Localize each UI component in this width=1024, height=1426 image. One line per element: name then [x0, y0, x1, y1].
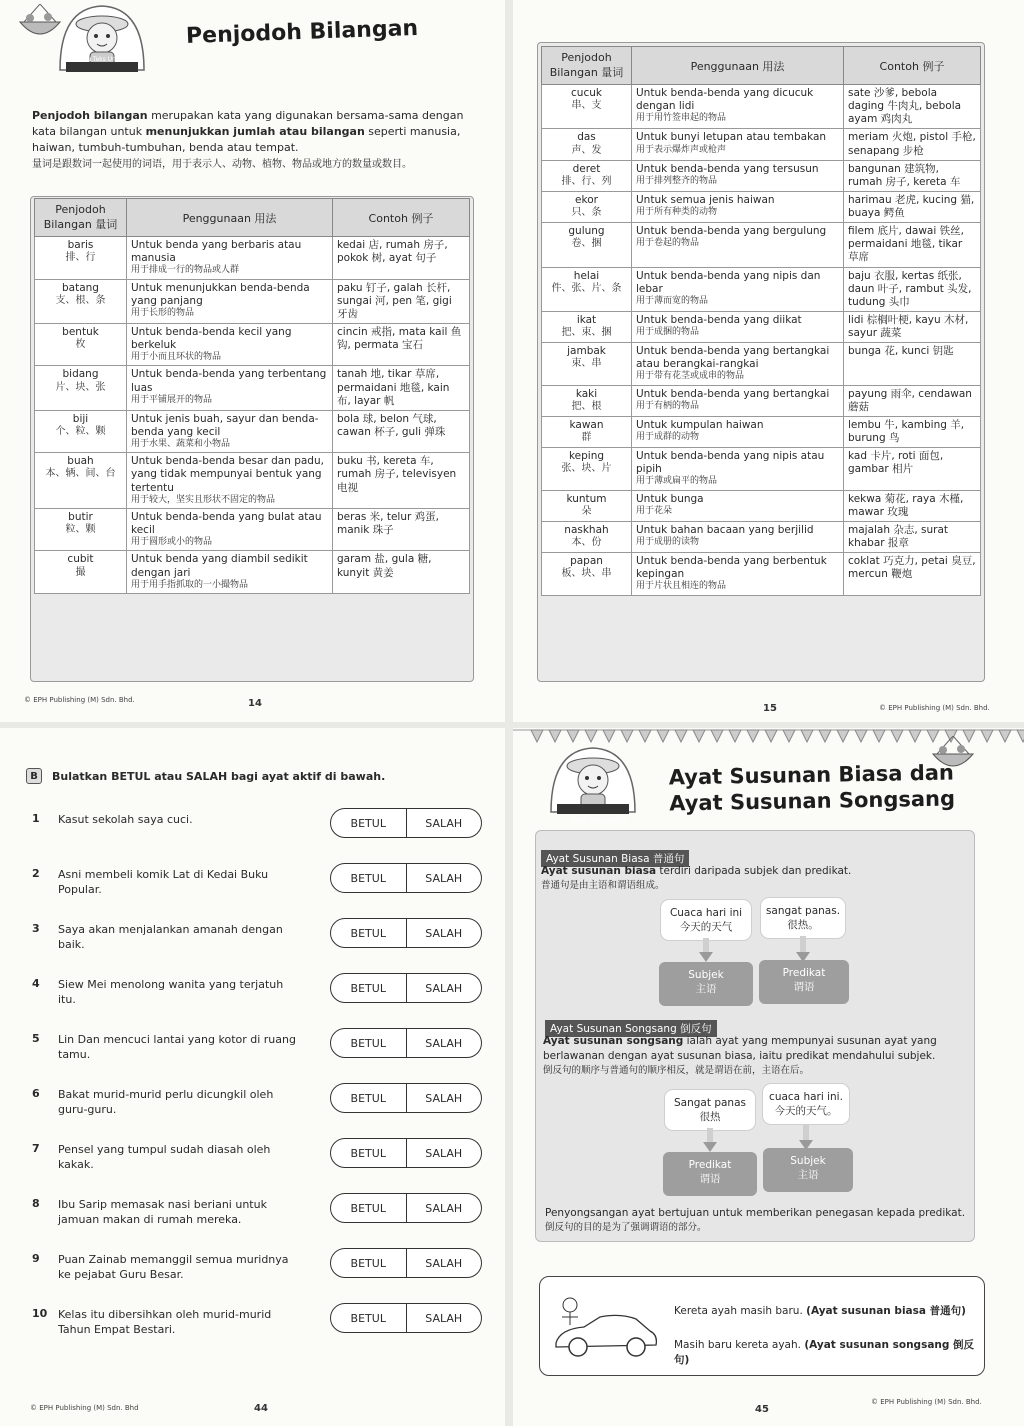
table-row — [542, 191, 981, 222]
penggunaan-cell: Untuk benda-benda yang tersusun 用于排列整齐的物品 — [632, 160, 844, 191]
table-row — [35, 551, 470, 594]
penjodoh-cell: ekor 只、条 — [542, 191, 632, 222]
example-sentence-1: Kereta ayah masih baru. (Ayat susunan biasa 普通句) — [674, 1305, 966, 1317]
table-row — [35, 508, 470, 551]
question-number: 5 — [32, 1032, 40, 1045]
col-header-contoh: Contoh 例子 — [844, 47, 981, 85]
question-text: Bakat murid-murid perlu dicungkil oleh guru-guru. — [58, 1088, 274, 1117]
penjodoh-cell: helai 件、张、片、条 — [542, 267, 632, 311]
question-number: 3 — [32, 922, 40, 935]
penjodoh-cell: ikat 把、束、捆 — [542, 311, 632, 342]
question-number: 10 — [32, 1307, 48, 1320]
question-number: 4 — [32, 977, 40, 990]
example-sentence-2: Masih baru kereta ayah. (Ayat susunan songsang 倒反句) — [674, 1339, 975, 1366]
page-title: Penjodoh Bilangan — [185, 15, 419, 50]
answer-choice — [330, 863, 482, 893]
salah-option[interactable]: SALAH — [425, 1036, 463, 1050]
salah-option[interactable]: SALAH — [425, 926, 463, 940]
predikat-box: Predikat 谓语 — [663, 1152, 757, 1196]
predikat-box: Predikat 谓语 — [759, 960, 849, 1004]
salah-option[interactable]: SALAH — [425, 981, 463, 995]
contoh-cell: kekwa 菊花, raya 木槿, mawar 玫瑰 — [844, 490, 981, 521]
salah-option[interactable]: SALAH — [425, 1256, 463, 1270]
answer-choice — [330, 918, 482, 948]
penjodoh-cell: deret 排、行、列 — [542, 160, 632, 191]
question-number: 6 — [32, 1087, 40, 1100]
contoh-cell: payung 雨伞, cendawan 蘑菇 — [844, 385, 981, 416]
penjodoh-table-2 — [541, 46, 981, 596]
penjodoh-cell: cubit 撮 — [35, 551, 127, 594]
penjodoh-table-1 — [34, 198, 470, 594]
question-text: Puan Zainab memanggil semua muridnya ke pejabat Guru Besar. — [58, 1253, 289, 1282]
penggunaan-cell: Untuk benda-benda besar dan padu, yang tidak mempunyai bentuk yang tertentu 用于较大，坚实且形状不固定的物品 — [127, 453, 333, 509]
table-row — [542, 385, 981, 416]
intro-paragraph: Penjodoh bilangan merupakan kata yang digunakan bersama-sama dengan kata bilangan untuk menunjukkan jumlah atau bilangan seperti manusia, haiwan, tumbuh-tumbuhan, benda atau tempat. 量词是跟数词一起使用的词语，用于表示人、动物、植物、物品或地方的数量或数目。 — [32, 108, 476, 172]
table-row — [35, 366, 470, 410]
question-text: Kasut sekolah saya cuci. — [58, 813, 193, 826]
betul-option[interactable]: BETUL — [331, 1029, 407, 1057]
intro-chinese: 量词是跟数词一起使用的词语，用于表示人、动物、植物、物品或地方的数量或数目。 — [32, 158, 412, 170]
table-row — [35, 237, 470, 280]
page-number: 44 — [254, 1403, 268, 1414]
question-item — [32, 867, 492, 907]
table-row — [542, 311, 981, 342]
penjodoh-cell: kuntum 朵 — [542, 490, 632, 521]
penggunaan-cell: Untuk bahan bacaan yang berjilid 用于成册的读物 — [632, 521, 844, 552]
penggunaan-cell: Untuk benda-benda yang bertangkai 用于有柄的物品 — [632, 385, 844, 416]
question-number: 2 — [32, 867, 40, 880]
section-heading-songsang: Ayat Susunan Songsang 倒反句 — [545, 1020, 717, 1037]
answer-choice — [330, 973, 482, 1003]
penggunaan-cell: Untuk benda-benda yang dicucuk dengan lidi 用于用竹签串起的物品 — [632, 85, 844, 129]
penjodoh-cell: buah 本、辆、间、台 — [35, 453, 127, 509]
betul-option[interactable]: BETUL — [331, 974, 407, 1002]
example-predicate-bubble: sangat panas. 很热。 — [761, 898, 845, 938]
answer-choice — [330, 1083, 482, 1113]
answer-choice — [330, 808, 482, 838]
penggunaan-cell: Untuk benda-benda yang terbentang luas 用于平铺展开的物品 — [127, 366, 333, 410]
penjodoh-cell: cucuk 串、支 — [542, 85, 632, 129]
contoh-cell: beras 米, telur 鸡蛋, manik 珠子 — [333, 508, 470, 551]
contoh-cell: coklat 巧克力, petai 臭豆, mercun 鞭炮 — [844, 553, 981, 596]
contoh-cell: sate 沙爹, bebola daging 牛肉丸, bebola ayam 鸡肉丸 — [844, 85, 981, 129]
penjodoh-cell: das 声、发 — [542, 129, 632, 160]
penggunaan-cell: Untuk bunga 用于花朵 — [632, 490, 844, 521]
penjodoh-cell: kaki 把、根 — [542, 385, 632, 416]
answer-choice — [330, 1193, 482, 1223]
betul-option[interactable]: BETUL — [331, 1139, 407, 1167]
mascot-girl-icon — [543, 742, 643, 830]
unit-label: Buku Teks Unit 24 — [573, 818, 627, 825]
question-item — [32, 1087, 492, 1127]
page-14 — [0, 0, 505, 722]
table-row — [35, 323, 470, 366]
copyright: © EPH Publishing (M) Sdn. Bhd. — [879, 704, 990, 712]
question-text: Asni membeli komik Lat di Kedai Buku Popular. — [58, 868, 269, 897]
penjodoh-cell: gulung 卷、捆 — [542, 223, 632, 267]
page-15 — [513, 0, 1024, 722]
copyright: © EPH Publishing (M) Sdn. Bhd — [30, 1404, 139, 1412]
question-number: 7 — [32, 1142, 40, 1155]
question-item — [32, 1252, 492, 1292]
col-header-penjodoh: Penjodoh Bilangan 量词 — [542, 47, 632, 85]
table-row — [542, 267, 981, 311]
table-row — [35, 279, 470, 323]
question-number: 8 — [32, 1197, 40, 1210]
betul-option[interactable]: BETUL — [331, 864, 407, 892]
betul-option[interactable]: BETUL — [331, 1194, 407, 1222]
page-number: 45 — [755, 1404, 769, 1415]
contoh-cell: buku 书, kereta 车, rumah 房子, televisyen 电视 — [333, 453, 470, 509]
example-predicate-bubble: Sangat panas 很热 — [665, 1090, 755, 1130]
penjodoh-cell: papan 板、块、串 — [542, 553, 632, 596]
contoh-cell: bangunan 建筑物, rumah 房子, kereta 车 — [844, 160, 981, 191]
answer-choice — [330, 1028, 482, 1058]
penjodoh-cell: naskhah 本、份 — [542, 521, 632, 552]
penggunaan-cell: Untuk benda-benda yang bergulung 用于卷起的物品 — [632, 223, 844, 267]
question-item — [32, 977, 492, 1017]
penggunaan-cell: Untuk jenis buah, sayur dan benda-benda yang kecil 用于水果、蔬菜和小物品 — [127, 410, 333, 453]
penggunaan-cell: Untuk semua jenis haiwan 用于所有种类的动物 — [632, 191, 844, 222]
page-title: Ayat Susunan Biasa dan Ayat Susunan Songsang — [668, 760, 956, 816]
example-subject-bubble: cuaca hari ini. 今天的天气。 — [763, 1084, 849, 1124]
col-header-contoh: Contoh 例子 — [333, 199, 470, 237]
answer-choice — [330, 1248, 482, 1278]
salah-option[interactable]: SALAH — [425, 1311, 463, 1325]
instruction-text: Bulatkan BETUL atau SALAH bagi ayat aktif di bawah. — [52, 769, 386, 783]
penggunaan-cell: Untuk menunjukkan benda-benda yang panjang 用于长形的物品 — [127, 279, 333, 323]
question-item — [32, 1307, 492, 1347]
penggunaan-cell: Untuk benda-benda yang diikat 用于成捆的物品 — [632, 311, 844, 342]
example-box — [539, 1276, 985, 1376]
table-row — [35, 453, 470, 509]
contoh-cell: filem 底片, dawai 铁丝, permaidani 地毯, tikar 草席 — [844, 223, 981, 267]
question-number: 9 — [32, 1252, 40, 1265]
question-text: Pensel yang tumpul sudah diasah oleh kakak. — [58, 1143, 271, 1172]
purpose-note: Penyongsangan ayat bertujuan untuk memberikan penegasan kepada predikat. 倒反句的目的是为了强调谓语的部分。 — [545, 1207, 966, 1234]
penjodoh-cell: jambak 束、串 — [542, 343, 632, 386]
section-tag: B — [26, 768, 42, 784]
contoh-cell: meriam 火炮, pistol 手枪, senapang 步枪 — [844, 129, 981, 160]
betul-option[interactable]: BETUL — [331, 809, 407, 837]
down-arrow-icon — [703, 1142, 717, 1152]
question-text: Lin Dan mencuci lantai yang kotor di ruang tamu. — [58, 1033, 296, 1062]
contoh-cell: tanah 地, tikar 草席, permaidani 地毯, kain 布, layar 帆 — [333, 366, 470, 410]
contoh-cell: baju 衣服, kertas 纸张, daun 叶子, rambut 头发, tudung 头巾 — [844, 267, 981, 311]
penjodoh-cell: kawan 群 — [542, 416, 632, 447]
penggunaan-cell: Untuk benda-benda yang nipis atau pipih 用于薄或扁平的物品 — [632, 448, 844, 491]
penjodoh-cell: batang 支、根、条 — [35, 279, 127, 323]
table-row — [542, 85, 981, 129]
table-row — [35, 410, 470, 453]
contoh-cell: majalah 杂志, surat khabar 报章 — [844, 521, 981, 552]
page-44 — [0, 728, 505, 1426]
question-text: Ibu Sarip memasak nasi beriani untuk jamuan makan di rumah mereka. — [58, 1198, 267, 1227]
example-subject-bubble: Cuaca hari ini 今天的天气 — [661, 900, 751, 940]
table-row — [542, 129, 981, 160]
penjodoh-cell: keping 张、块、片 — [542, 448, 632, 491]
answer-choice — [330, 1138, 482, 1168]
table-row — [542, 521, 981, 552]
penjodoh-cell: biji 个、粒、颗 — [35, 410, 127, 453]
penggunaan-cell: Untuk bunyi letupan atau tembakan 用于表示爆炸声或枪声 — [632, 129, 844, 160]
col-header-penggunaan: Penggunaan 用法 — [127, 199, 333, 237]
unit-label: Buku Teks Unit 4 — [76, 56, 126, 63]
answer-choice — [330, 1303, 482, 1333]
penggunaan-cell: Untuk benda-benda yang berbentuk kepingan 用于片状且相连的物品 — [632, 553, 844, 596]
copyright: © EPH Publishing (M) Sdn. Bhd. — [24, 696, 135, 704]
table-row — [542, 343, 981, 386]
penggunaan-cell: Untuk benda yang diambil sedikit dengan jari 用于用手指抓取的一小撮物品 — [127, 551, 333, 594]
contoh-cell: lembu 牛, kambing 羊, burung 鸟 — [844, 416, 981, 447]
contoh-cell: paku 钉子, galah 长杆, sungai 河, pen 笔, gigi 牙齿 — [333, 279, 470, 323]
salah-option[interactable]: SALAH — [425, 816, 463, 830]
penggunaan-cell: Untuk benda-benda kecil yang berkeluk 用于小而且环状的物品 — [127, 323, 333, 366]
contoh-cell: bola 球, belon 气球, cawan 杯子, guli 弹珠 — [333, 410, 470, 453]
contoh-cell: kedai 店, rumah 房子, pokok 树, ayat 句子 — [333, 237, 470, 280]
penggunaan-cell: Untuk kumpulan haiwan 用于成群的动物 — [632, 416, 844, 447]
section-b-instruction — [26, 768, 385, 784]
salah-option[interactable]: SALAH — [425, 1201, 463, 1215]
salah-option[interactable]: SALAH — [425, 1091, 463, 1105]
penggunaan-cell: Untuk benda yang berbaris atau manusia 用于排成一行的物品或人群 — [127, 237, 333, 280]
col-header-penggunaan: Penggunaan 用法 — [632, 47, 844, 85]
penggunaan-cell: Untuk benda-benda yang bulat atau kecil 用于圆形或小的物品 — [127, 508, 333, 551]
car-icon — [550, 1295, 660, 1365]
penjodoh-cell: butir 粒、颗 — [35, 508, 127, 551]
contoh-cell: cincin 戒指, mata kail 鱼钩, permata 宝石 — [333, 323, 470, 366]
page-number: 15 — [763, 703, 777, 714]
definition-biasa: Ayat susunan biasa terdiri daripada subjek dan predikat. 普通句是由主语和谓语组成。 — [541, 865, 852, 892]
down-arrow-icon — [699, 952, 713, 962]
table-row — [542, 160, 981, 191]
question-text: Kelas itu dibersihkan oleh murid-murid Tahun Empat Bestari. — [58, 1308, 272, 1337]
table-row — [542, 448, 981, 491]
subjek-box: Subjek 主语 — [763, 1148, 853, 1192]
salah-option[interactable]: SALAH — [425, 1146, 463, 1160]
table-row — [542, 223, 981, 267]
table-row — [542, 553, 981, 596]
question-item — [32, 1032, 492, 1072]
section-heading-biasa: Ayat Susunan Biasa 普通句 — [541, 850, 689, 867]
betul-option[interactable]: BETUL — [331, 1084, 407, 1112]
penjodoh-cell: baris 排、行 — [35, 237, 127, 280]
page-number: 14 — [248, 698, 262, 709]
contoh-cell: garam 盐, gula 糖, kunyit 黄姜 — [333, 551, 470, 594]
table-row — [542, 490, 981, 521]
penjodoh-cell: bentuk 枚 — [35, 323, 127, 366]
contoh-cell: bunga 花, kunci 钥匙 — [844, 343, 981, 386]
definition-songsang: Ayat susunan songsang ialah ayat yang mempunyai susunan ayat yang berlawanan dengan ayat susunan biasa, iaitu predikat mendahului subjek. 倒反句的顺序与普通句的顺序相反，就是谓语在前，主语在后。 — [543, 1035, 937, 1077]
penjodoh-cell: bidang 片、块、张 — [35, 366, 127, 410]
question-item — [32, 1197, 492, 1237]
betul-option[interactable]: BETUL — [331, 1249, 407, 1277]
mascot-girl-icon — [52, 0, 152, 88]
copyright: © EPH Publishing (M) Sdn. Bhd. — [871, 1398, 982, 1406]
question-text: Siew Mei menolong wanita yang terjatuh itu. — [58, 978, 284, 1007]
subjek-box: Subjek 主语 — [659, 962, 753, 1006]
question-item — [32, 1142, 492, 1182]
contoh-cell: harimau 老虎, kucing 猫, buaya 鳄鱼 — [844, 191, 981, 222]
penggunaan-cell: Untuk benda-benda yang bertangkai atau berangkai-rangkai 用于带有花茎或成串的物品 — [632, 343, 844, 386]
col-header-penjodoh: Penjodoh Bilangan 量词 — [35, 199, 127, 237]
contoh-cell: kad 卡片, roti 面包, gambar 相片 — [844, 448, 981, 491]
question-item — [32, 922, 492, 962]
penggunaan-cell: Untuk benda-benda yang nipis dan lebar 用于薄而宽的物品 — [632, 267, 844, 311]
betul-option[interactable]: BETUL — [331, 1304, 407, 1332]
question-item — [32, 812, 492, 852]
question-number: 1 — [32, 812, 40, 825]
question-text: Saya akan menjalankan amanah dengan baik. — [58, 923, 283, 952]
contoh-cell: lidi 棕榈叶梗, kayu 木材, sayur 蔬菜 — [844, 311, 981, 342]
betul-option[interactable]: BETUL — [331, 919, 407, 947]
table-row — [542, 416, 981, 447]
salah-option[interactable]: SALAH — [425, 871, 463, 885]
page-45 — [513, 728, 1024, 1426]
